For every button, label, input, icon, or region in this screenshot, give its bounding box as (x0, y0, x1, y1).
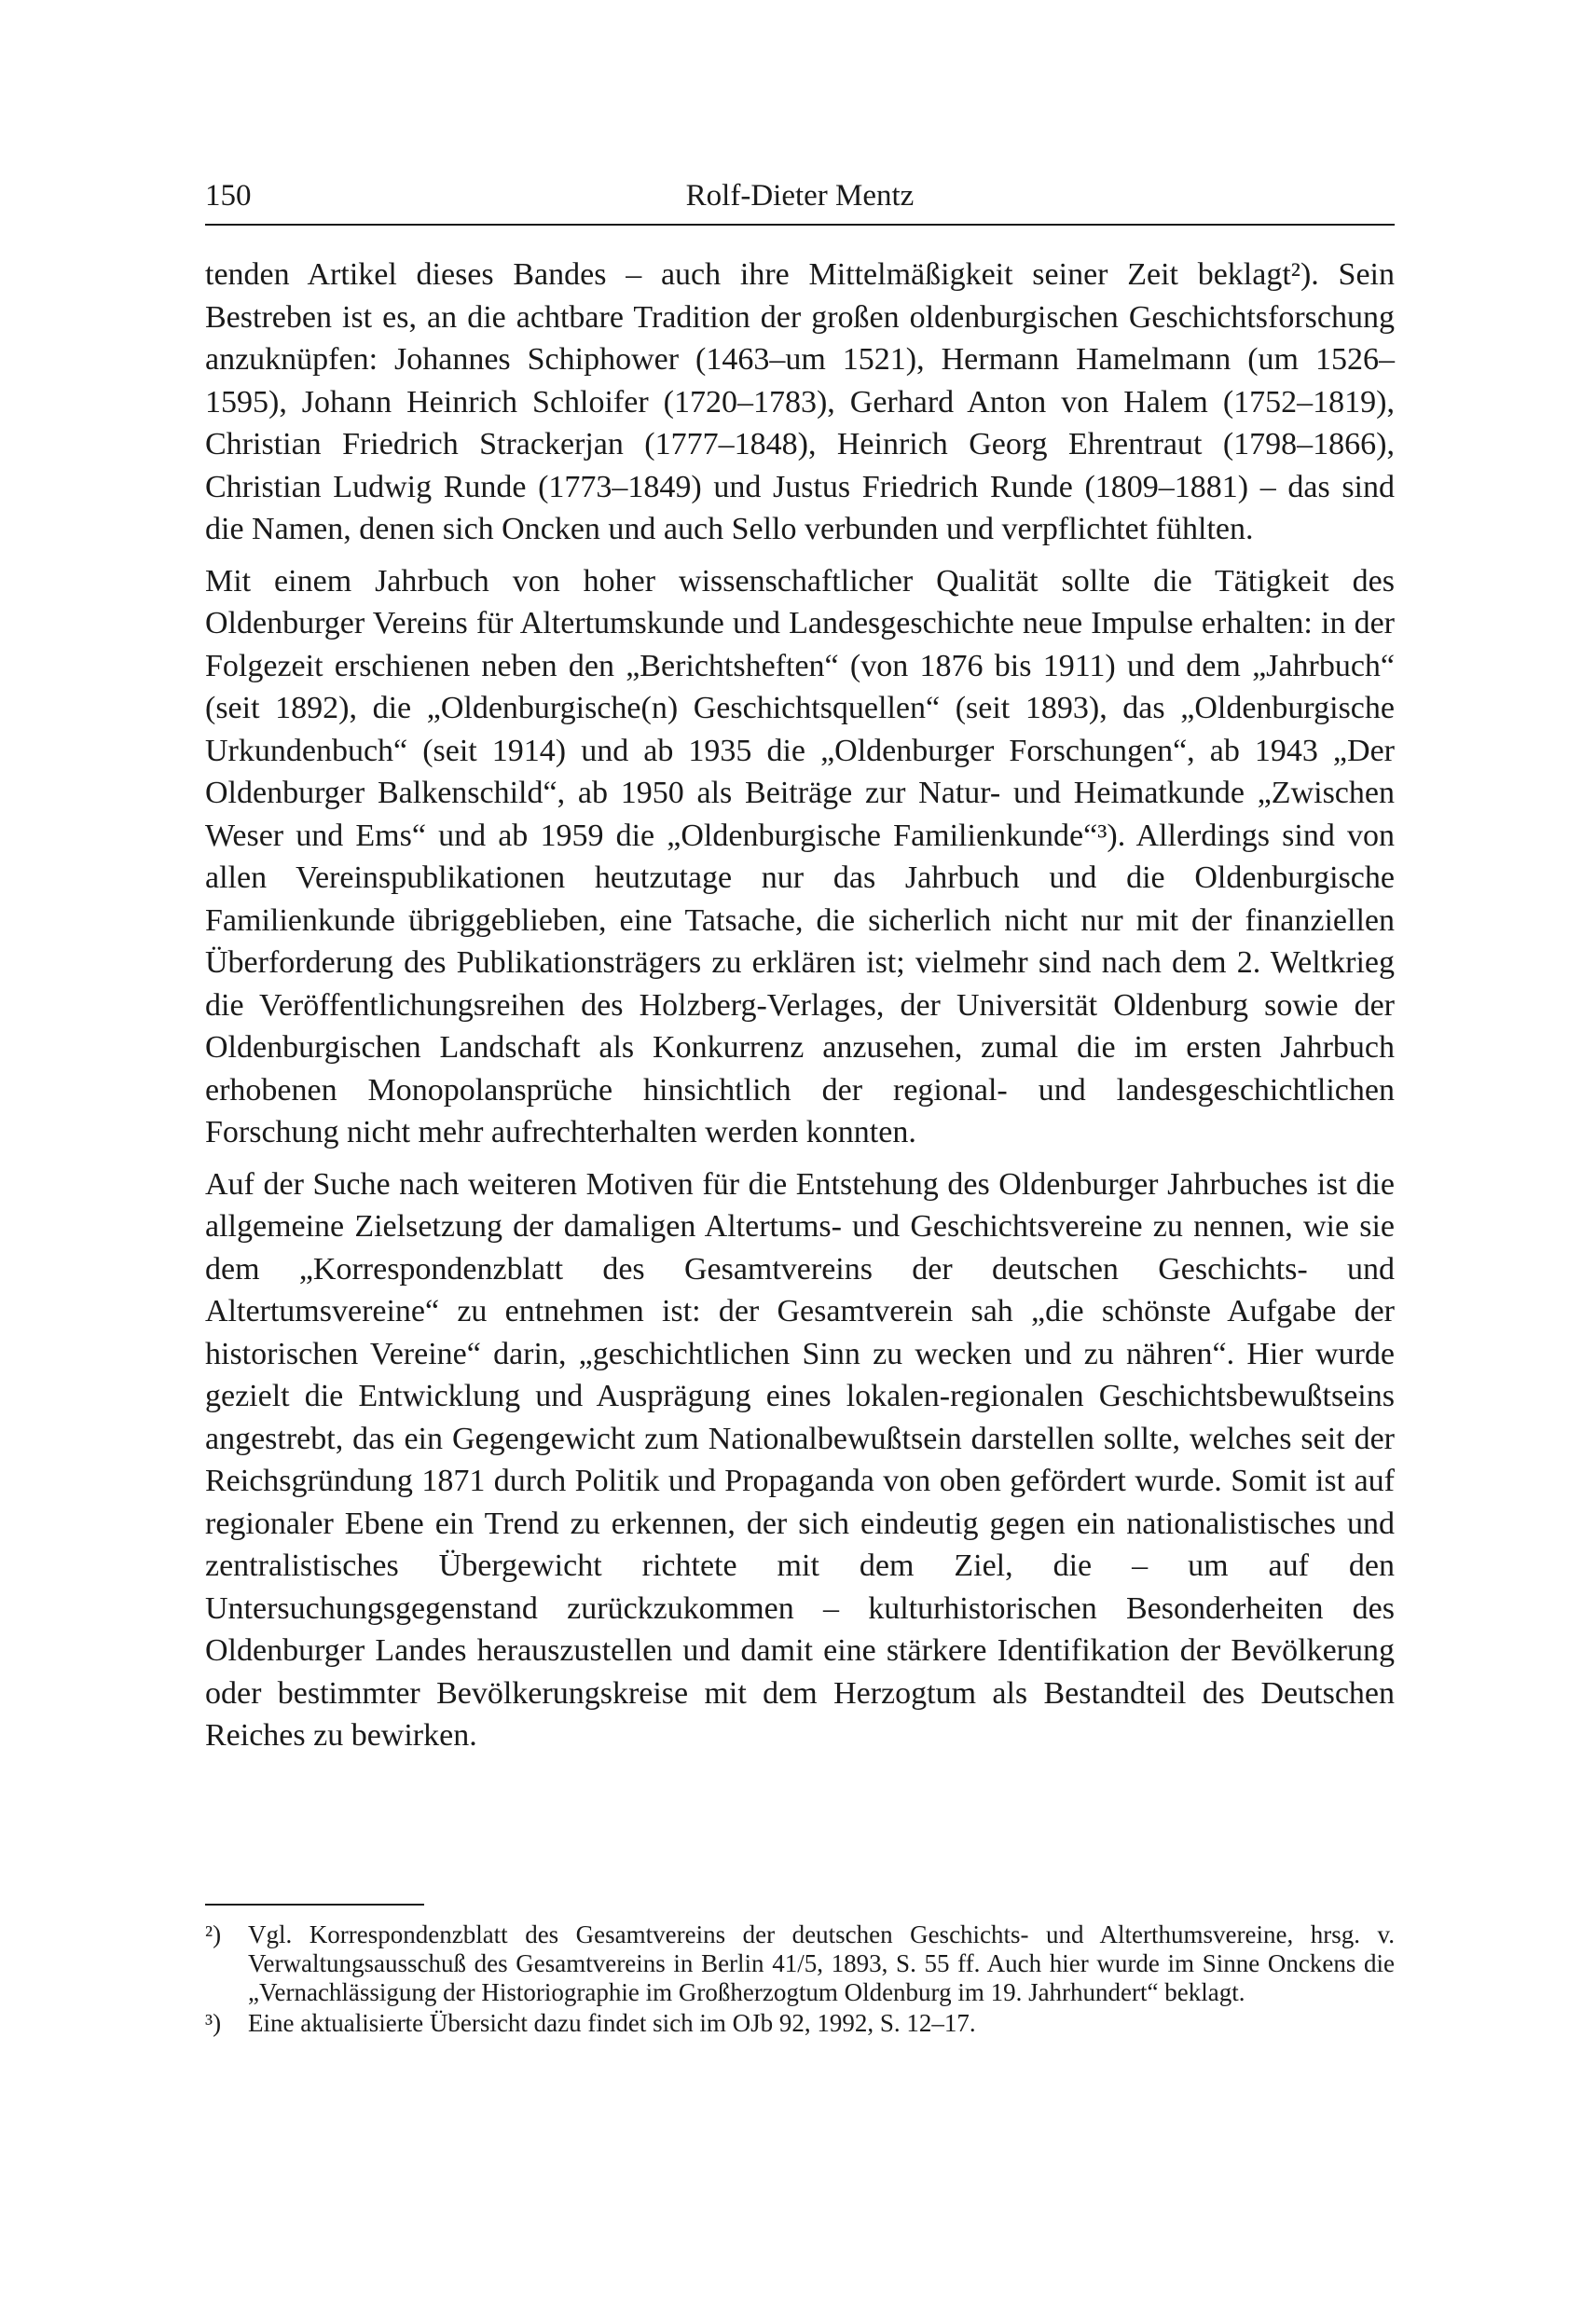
paragraph: Mit einem Jahrbuch von hoher wissenschaftlicher Qualität sollte die Tätigkeit des Oldenburger Vereins für Altertumskunde und Landesgeschichte neue Impulse erhalten: in der Folgezeit erschienen neben den „Berichtsheften“ (von 1876 bis 1911) und dem „Jahrbuch“ (seit 1892), die „Oldenburgische(n) Geschichtsquellen“ (seit 1893), das „Oldenburgische Urkundenbuch“ (seit 1914) und ab 1935 die „Oldenburger Forschungen“, ab 1943 „Der Oldenburger Balkenschild“, ab 1950 als Beiträge zur Natur- und Heimatkunde „Zwischen Weser und Ems“ und ab 1959 die „Oldenburgische Familienkunde“³). Allerdings sind von allen Vereinspublikationen heutzutage nur das Jahrbuch und die Oldenburgische Familienkunde übriggeblieben, eine Tatsache, die sicherlich nicht nur mit der finanziellen Überforderung des Publikationsträgers zu erklären ist; vielmehr sind nach dem 2. Weltkrieg die Veröffentlichungsreihen des Holzberg-Verlages, der Universität Oldenburg sowie der Oldenburgischen Landschaft als Konkurrenz anzusehen, zumal die im ersten Jahrbuch erhobenen Monopolansprüche hinsichtlich der regional- und landesgeschichtlichen Forschung nicht mehr aufrechterhalten werden konnten. (205, 563, 1395, 1149)
footnotes (205, 1920, 1395, 2040)
body-text (205, 254, 1395, 1767)
footnote-mark: ³) (205, 2009, 222, 2037)
paragraph: tenden Artikel dieses Bandes – auch ihre Mittelmäßigkeit seiner Zeit beklagt²). Sein Bestreben ist es, an die achtbare Tradition der großen oldenburgischen Geschichtsforschung anzuknüpfen: Johannes Schiphower (1463–um 1521), Hermann Hamelmann (um 1526–1595), Johann Heinrich Schloifer (1720–1783), Gerhard Anton von Halem (1752–1819), Christian Friedrich Strackerjan (1777–1848), Heinrich Georg Ehrentraut (1798–1866), Christian Ludwig Runde (1773–1849) und Justus Friedrich Runde (1809–1881) – das sind die Namen, denen sich Oncken und auch Sello verbunden und verpflichtet fühlten. (205, 257, 1395, 546)
page-number: 150 (205, 179, 252, 213)
footnote (205, 1920, 1395, 2007)
page-header (205, 177, 1395, 214)
paragraph: Auf der Suche nach weiteren Motiven für die Entstehung des Oldenburger Jahrbuches ist die allgemeine Zielsetzung der damaligen Altertums- und Geschichtsvereine zu nennen, wie sie dem „Korrespondenzblatt des Gesamtvereins der deutschen Geschichts- und Altertumsvereine“ zu entnehmen ist: der Gesamtverein sah „die schönste Aufgabe der historischen Vereine“ darin, „geschichtlichen Sinn zu wecken und zu nähren“. Hier wurde gezielt die Entwicklung und Ausprägung eines lokalen-regionalen Geschichtsbewußtseins angestrebt, das ein Gegengewicht zum Nationalbewußtsein darstellen sollte, welches seit der Reichsgründung 1871 durch Politik und Propaganda von oben gefördert wurde. Somit ist auf regionaler Ebene ein Trend zu erkennen, der sich eindeutig gegen ein nationalistisches und zentralistisches Übergewicht richtete mit dem Ziel, die – um auf den Untersuchungsgegenstand zurückzukommen – kulturhistorischen Besonderheiten des Oldenburger Landes herauszustellen und damit eine stärkere Identifikation der Bevölkerung oder bestimmter Bevölkerungskreise mit dem Herzogtum als Bestandteil des Deutschen Reiches zu bewirken. (205, 1166, 1395, 1753)
footnote-mark: ²) (205, 1920, 222, 1948)
footnote-text: Vgl. Korrespondenzblatt des Gesamtvereins der deutschen Geschichts- und Alterthumsvereine, hrsg. v. Verwaltungsausschuß des Gesamtvereins in Berlin 41/5, 1893, S. 55 ff. Auch hier wurde im Sinne Onckens die „Vernachlässigung der Historiographie im Großherzogtum Oldenburg im 19. Jahrhundert“ beklagt. (248, 1920, 1395, 2006)
footnote (205, 2009, 1395, 2038)
footnote-text: Eine aktualisierte Übersicht dazu findet sich im OJb 92, 1992, S. 12–17. (248, 2009, 976, 2037)
footnote-rule (205, 1904, 424, 1906)
running-head: Rolf-Dieter Mentz (685, 179, 915, 213)
header-rule (205, 224, 1395, 226)
